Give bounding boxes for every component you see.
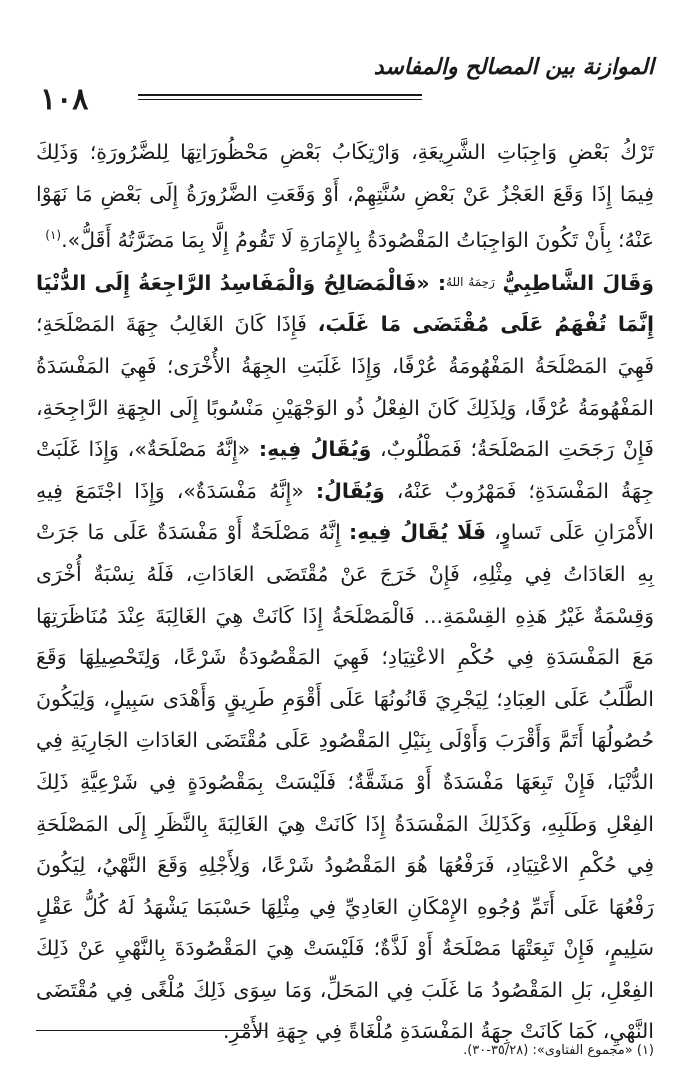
- quote-text-a: فَإِذَا كَانَ الغَالِبُ جِهَةَ المَصْلَحَةِ؛ فَهِيَ المَصْلَحَةُ المَفْهُومَةُ عُرْفًا، وَإِذَا غَلَبَتِ الجِهَةُ الأُخْرَى؛ فَهِيَ المَفْسَدَةُ المَفْهُومَةُ عُرْفًا، وَلِذَلِكَ كَانَ الفِعْلُ ذُو الوَجْهَيْنِ مَنْسُوبًا إِلَى الجِهَةِ الرَّاجِحَةِ، فَإِنْ رَجَحَتِ المَصْلَحَةُ؛ فَمَطْلُوبٌ،: [36, 312, 654, 462]
- main-text: [36, 132, 654, 1053]
- quote-opening-bold: : «فَالْمَصَالِحُ وَالْمَفَاسِدُ الرَّاجِعَةُ إِلَى الدُّنْيَا إِنَّمَا تُفْهَمُ عَلَى مُقْتَضَى مَا غَلَبَ،: [36, 270, 654, 337]
- footnote: (١) «مجموع الفتاوى»: (٣٥/٢٨-٣٠).: [463, 1043, 654, 1058]
- shatibi-intro: وَقَالَ الشَّاطِبِيُّ: [502, 270, 654, 295]
- paragraph-2: [36, 262, 654, 1053]
- paragraph-1: [36, 132, 654, 262]
- quote-bold-f: فَلَا يُقَالُ فِيهِ:: [349, 520, 487, 545]
- header-rule: [138, 94, 422, 100]
- quote-bold-b: وَيُقَالُ فِيهِ:: [258, 437, 372, 462]
- quote-bold-d: وَيُقَالُ:: [315, 478, 385, 503]
- quote-text-c: «إِنَّهُ مَصْلَحَةٌ»، وَإِذَا غَلَبَتْ جِهَةُ المَفْسَدَةِ؛ فَمَهْرُوبٌ عَنْهُ،: [36, 437, 655, 503]
- running-title: الموازنة بين المصالح والمفاسد: [373, 54, 654, 80]
- footnote-separator: [36, 1030, 266, 1031]
- quote-text-e: «إِنَّهُ مَفْسَدَةٌ»، وَإِذَا اجْتَمَعَ فِيهِ الأَمْرَانِ عَلَى تَساوٍ،: [36, 478, 655, 545]
- quote-text-g: إِنَّهُ مَصْلَحَةٌ أَوْ مَفْسَدَةٌ عَلَى مَا جَرَتْ بِهِ العَادَاتُ فِي مِثْلِهِ، فَإِنْ خَرَجَ عَنْ مُقْتَضَى العَادَاتِ، فَلَهُ نِسْبَةٌ أُخْرَى وَقِسْمَةٌ غَيْرُ هَذِهِ القِسْمَةِ... فَالْمَصْلَحَةُ إِذَا كَانَتْ هِيَ الغَالِبَةَ عِنْدَ مُنَاظَرَتِهَا مَعَ المَفْسَدَةِ فِي حُكْمِ الاعْتِيَادِ؛ فَهِيَ المَقْصُودَةُ شَرْعًا، وَلِتَحْصِيلِهَا وَقَعَ الطَّلَبُ عَلَى العِبَادِ؛ لِيَجْرِيَ قَانُونُهَا عَلَى أَقْوَمِ طَرِيقٍ وَأَهْدَى سَبِيلٍ، وَلِيَكُونَ حُصُولُهَا أَتَمَّ وَأَقْرَبَ وَأَوْلَى بِنَيْلِ المَقْصُودِ عَلَى مُقْتَضَى العَادَاتِ الجَارِيَةِ فِي الدُّنْيَا، فَإِنْ تَبِعَهَا مَفْسَدَةٌ أَوْ مَشَقَّةٌ؛ فَلَيْسَتْ بِمَقْصُودَةٍ فِي شَرْعِيَّةِ ذَلِكَ الفِعْلِ وَطَلَبِهِ، وَكَذَلِكَ المَفْسَدَةُ إِذَا كَانَتْ هِيَ الغَالِبَةَ بِالنَّظَرِ إِلَى المَصْلَحَةِ فِي حُكْمِ الاعْتِيَادِ، فَرَفْعُهَا هُوَ المَقْصُودُ شَرْعًا، وَلِأَجْلِهِ وَقَعَ النَّهْيُ، لِيَكُونَ رَفْعُهَا عَلَى أَتَمِّ وُجُوهِ الإِمْكَانِ العَادِيِّ فِي مِثْلِهَا حَسْبَمَا يَشْهَدُ لَهُ كُلُّ عَقْلٍ سَلِيمٍ، فَإِنْ تَبِعَتْهَا مَصْلَحَةٌ أَوْ لَذَّةٌ؛ فَلَيْسَتْ هِيَ المَقْصُودَةَ بِالنَّهْيِ عَنْ ذَلِكَ الفِعْلِ، بَلِ المَقْصُودُ مَا غَلَبَ فِي المَحَلِّ، وَمَا سِوَى ذَلِكَ مُلْغًى فِي مُقْتَضَى النَّهْيِ، كَمَا كَانَتْ جِهَةُ المَفْسَدَةِ مُلْغَاةً فِي جِهَةِ الأَمْرِ.: [36, 520, 654, 1044]
- footnote-reference: (١): [45, 228, 62, 243]
- blessing-symbol: رَحِمَهُ اللهُ: [446, 274, 495, 289]
- page-number: ١٠٨: [40, 82, 89, 117]
- paragraph-1-text: تَرْكُ بَعْضِ وَاجِبَاتِ الشَّرِيعَةِ، وَارْتِكَابُ بَعْضِ مَحْظُورَاتِهَا لِلضَّرُورَةِ؛ وَذَلِكَ فِيمَا إِذَا وَقَعَ العَجْزُ عَنْ بَعْضِ سُنَّتِهِمْ، أَوْ وَقَعَتِ الضَّرُورَةُ إِلَى بَعْضِ مَا نَهَوْا عَنْهُ؛ بِأَنْ تَكُونَ الوَاجِبَاتُ المَقْصُودَةُ بِالإِمَارَةِ لَا تَقُومُ إِلَّا بِمَا مَضَرَّتُهُ أَقَلُّ».: [36, 140, 654, 253]
- page-header: [40, 52, 654, 122]
